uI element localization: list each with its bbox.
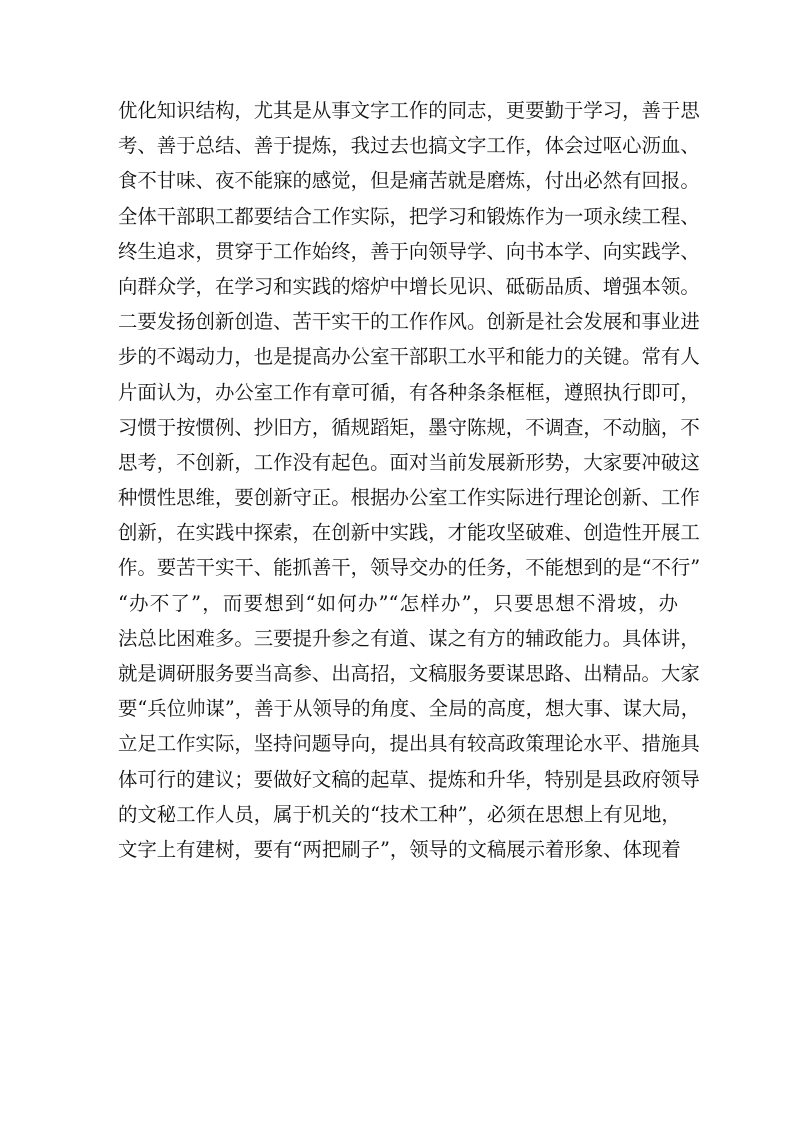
text-line: 优化知识结构，尤其是从事文字工作的同志，更要勤于学习，善于思	[118, 99, 700, 122]
text-line: 种惯性思维，要创新守正。根据办公室工作实际进行理论创新、工作	[118, 486, 700, 510]
text-line: 体可行的建议；要做好文稿的起草、提炼和升华，特别是县政府领导	[118, 767, 700, 791]
text-line: 终生追求，贯穿于工作始终，善于向领导学、向书本学、向实践学、	[118, 239, 700, 263]
text-line: 的文秘工作人员，属于机关的“技术工种”，必须在思想上有见地，	[118, 802, 681, 826]
text-line: 作。要苦干实干、能抓善干，领导交办的任务，不能想到的是“不行”	[118, 556, 701, 580]
text-line: 法总比困难多。三要提升参之有道、谋之有方的辅政能力。具体讲，	[118, 626, 700, 650]
text-line: 步的不竭动力，也是提高办公室干部职工水平和能力的关键。常有人	[118, 345, 700, 369]
text-line: 思考，不创新，工作没有起色。面对当前发展新形势，大家要冲破这	[118, 450, 700, 474]
text-line: 文字上有建树，要有“两把刷子”，领导的文稿展示着形象、体现着	[118, 837, 681, 861]
text-line: 全体干部职工都要结合工作实际，把学习和锻炼作为一项永续工程、	[118, 204, 700, 228]
text-line: 二要发扬创新创造、苦干实干的工作作风。创新是社会发展和事业进	[118, 310, 700, 334]
text-line: 食不甘味、夜不能寐的感觉，但是痛苦就是磨炼，付出必然有回报。	[118, 169, 700, 193]
text-line: 习惯于按惯例、抄旧方，循规蹈矩，墨守陈规，不调查，不动脑，不	[118, 415, 700, 439]
text-line: 立足工作实际，坚持问题导向，提出具有较高政策理论水平、措施具	[118, 732, 700, 756]
text-line: 考、善于总结、善于提炼，我过去也搞文字工作，体会过呕心沥血、	[118, 134, 700, 158]
text-line: 就是调研服务要当高参、出高招，文稿服务要谋思路、出精品。大家	[118, 662, 700, 685]
text-line: 要“兵位帅谋”，善于从领导的角度、全局的高度，想大事、谋大局，	[118, 697, 701, 721]
body-text	[118, 93, 701, 867]
text-line: 片面认为，办公室工作有章可循，有各种条条框框，遵照执行即可，	[118, 380, 700, 404]
text-line: “办不了”，而要想到“如何办”“怎样办”，只要思想不滑坡，办	[118, 591, 678, 615]
text-line: 创新，在实践中探索，在创新中实践，才能攻坚破难、创造性开展工	[118, 521, 700, 545]
text-line: 向群众学，在学习和实践的熔炉中增长见识、砥砺品质、增强本领。	[118, 274, 700, 298]
